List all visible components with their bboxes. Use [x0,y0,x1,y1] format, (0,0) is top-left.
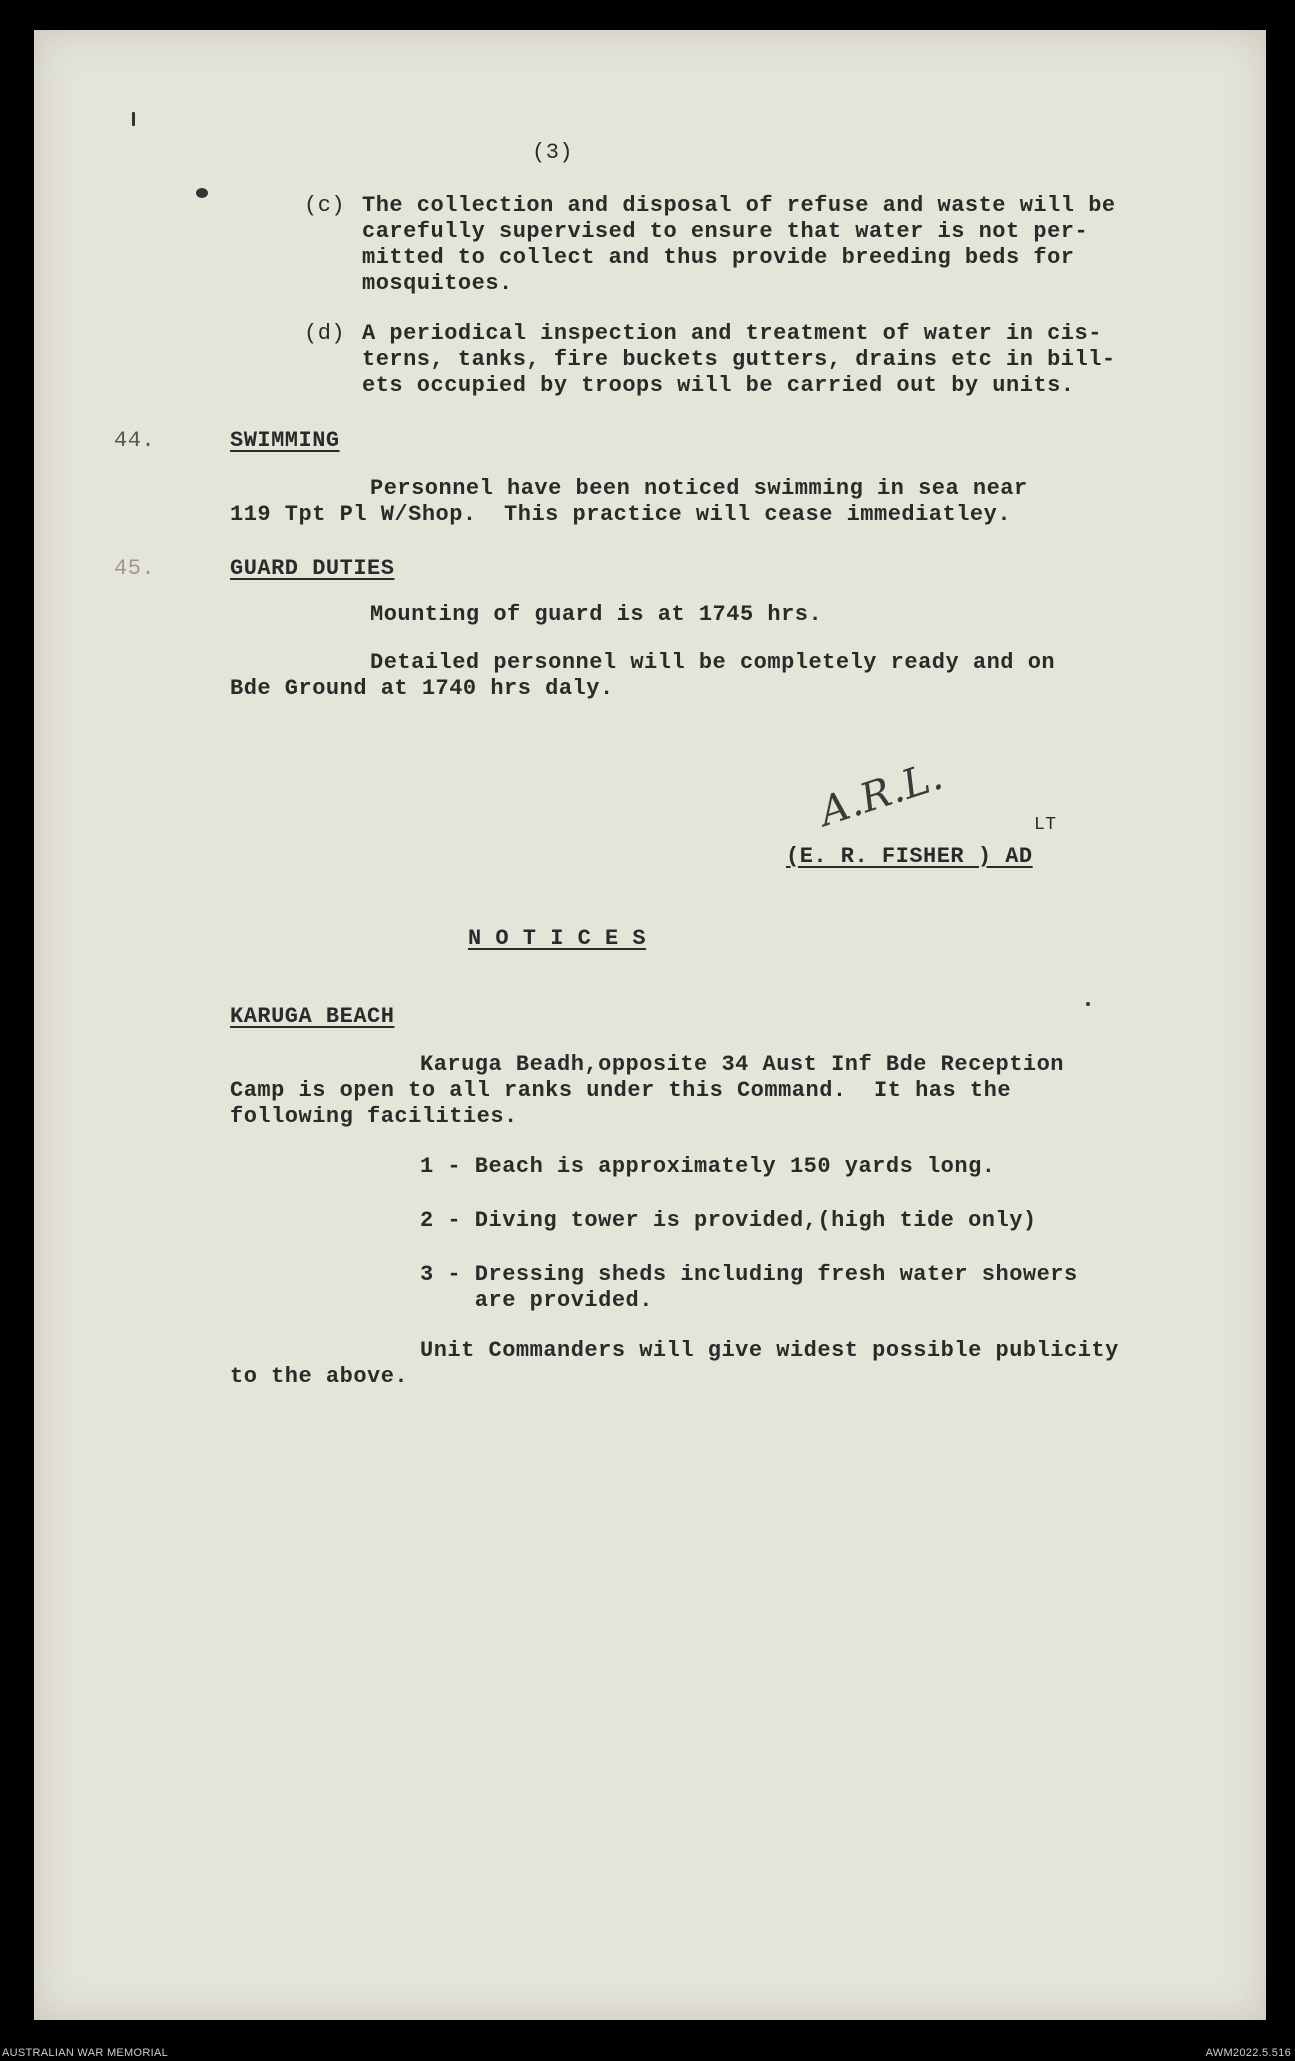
facility-item: 1 - Beach is approximately 150 yards long. [420,1154,996,1179]
notice-closing-line: to the above. [230,1364,409,1389]
section-heading-guard-duties: GUARD DUTIES [230,556,395,581]
footer-archive-ref: AWM2022.5.516 [1205,2047,1291,2059]
facility-item: 3 - Dressing sheds including fresh water showers [420,1262,1078,1287]
paper-speck [1086,1002,1090,1006]
notice-closing-line: Unit Commanders will give widest possible publicity [420,1338,1119,1363]
guard-line: Mounting of guard is at 1745 hrs. [370,602,823,627]
signature-rank: LT [1034,815,1057,835]
document-page [34,30,1266,2020]
facility-item: 2 - Diving tower is provided,(high tide only) [420,1208,1037,1233]
item-c-line: mosquitoes. [362,271,513,296]
item-d-line: terns, tanks, fire buckets gutters, drains etc in bill- [362,347,1116,372]
signature: A.R.L. [813,752,949,836]
notice-intro-line: following facilities. [230,1104,518,1129]
guard-line: Bde Ground at 1740 hrs daly. [230,676,614,701]
paper-speck [196,188,208,198]
item-c-line: mitted to collect and thus provide breeding beds for [362,245,1075,270]
facility-item: are provided. [420,1288,653,1313]
swimming-line: Personnel have been noticed swimming in sea near [370,476,1028,501]
guard-line: Detailed personnel will be completely ready and on [370,650,1056,675]
notices-heading: N O T I C E S [468,926,647,951]
notice-intro-line: Karuga Beadh,opposite 34 Aust Inf Bde Reception [420,1052,1065,1077]
item-d-line: ets occupied by troops will be carried out by units. [362,373,1075,398]
signature-name: (E. R. FISHER ) AD [786,844,1033,869]
item-d-line: A periodical inspection and treatment of water in cis- [362,321,1102,346]
section-number: 45. [114,556,156,581]
item-c-label: (c) [304,193,346,218]
item-d-label: (d) [304,321,346,346]
section-number: 44. [114,428,156,453]
footer-archive-name: AUSTRALIAN WAR MEMORIAL [2,2047,169,2059]
item-c-line: The collection and disposal of refuse and waste will be [362,193,1116,218]
notice-subheading: KARUGA BEACH [230,1004,395,1029]
item-c-line: carefully supervised to ensure that water is not per- [362,219,1089,244]
swimming-line: 119 Tpt Pl W/Shop. This practice will cease immediatley. [230,502,1012,527]
page-number: (3) [532,140,574,165]
paper-speck [132,112,135,126]
notice-intro-line: Camp is open to all ranks under this Command. It has the [230,1078,1012,1103]
section-heading-swimming: SWIMMING [230,428,340,453]
